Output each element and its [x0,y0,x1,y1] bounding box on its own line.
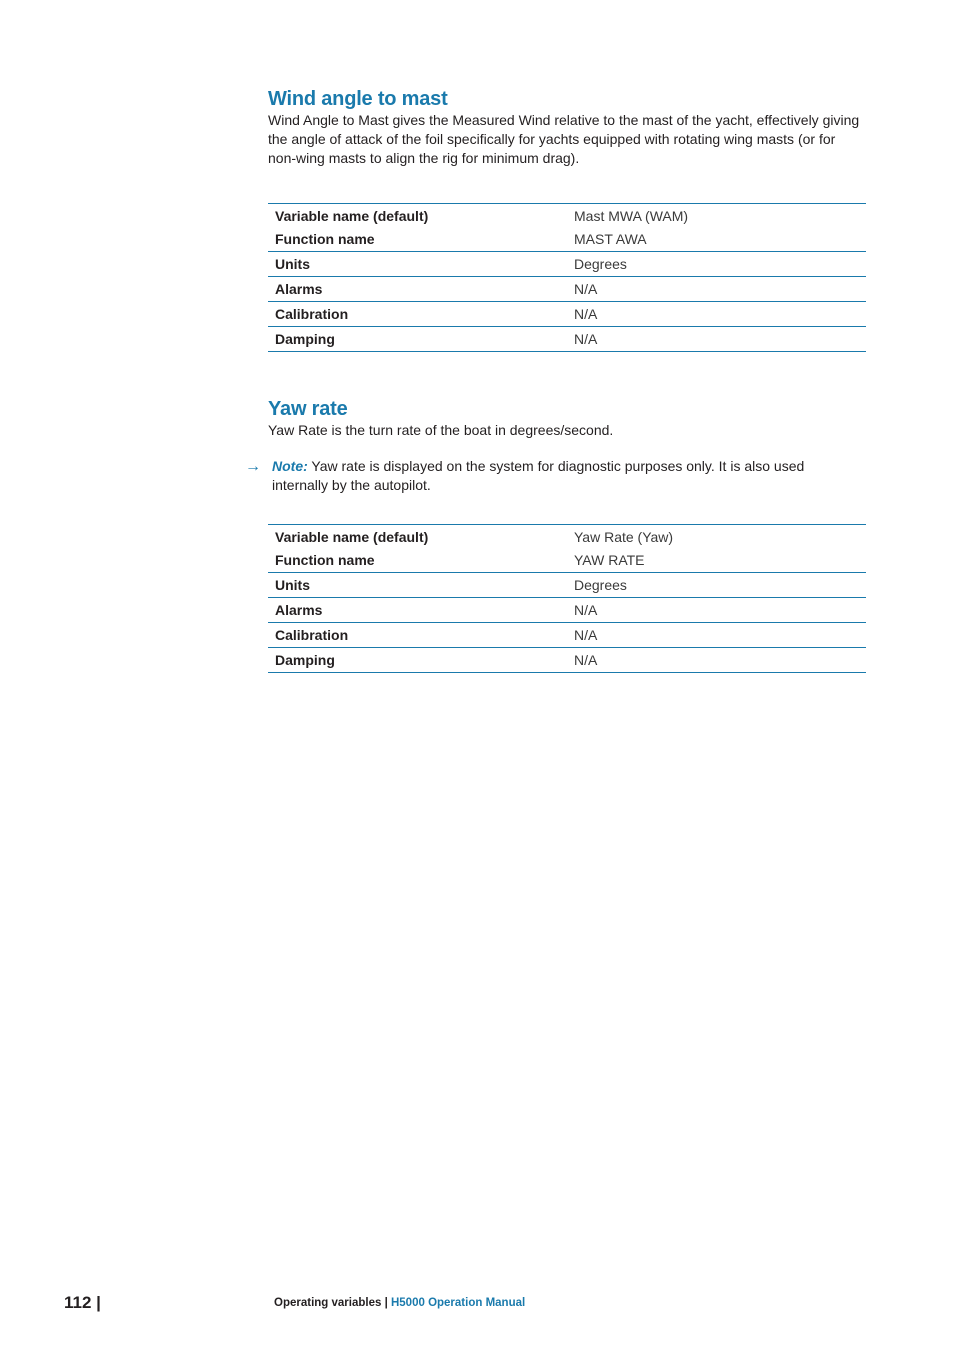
table-row [268,598,866,623]
table-value: YAW RATE [567,548,866,573]
wind-angle-section [268,87,866,168]
table-row [268,302,866,327]
table-label: Calibration [268,623,567,648]
table-row [268,204,866,228]
table-value: N/A [567,623,866,648]
table-row [268,623,866,648]
table-value: Degrees [567,252,866,277]
table-value: MAST AWA [567,227,866,252]
table-label: Damping [268,648,567,673]
table-label: Units [268,252,567,277]
table-row [268,648,866,673]
table-value: N/A [567,327,866,352]
table-value: N/A [567,648,866,673]
yaw-rate-table [268,524,866,673]
note-block [245,457,845,495]
footer-text [274,1297,525,1309]
table-row [268,525,866,549]
yaw-rate-description: Yaw Rate is the turn rate of the boat in degrees/second. [268,422,614,438]
table-label: Function name [268,548,567,573]
table-row [268,252,866,277]
yaw-rate-heading: Yaw rate [268,398,348,420]
table-label: Variable name (default) [268,525,567,549]
table-value: Degrees [567,573,866,598]
wind-angle-table [268,203,866,352]
note-text: Yaw rate is displayed on the system for diagnostic purposes only. It is also used internally by the autopilot. [272,458,805,493]
note-label: Note: [272,458,308,474]
table-row [268,573,866,598]
table-row [268,548,866,573]
footer-separator: | [381,1297,391,1309]
table-value: N/A [567,302,866,327]
wind-angle-description: Wind Angle to Mast gives the Measured Wind relative to the mast of the yacht, effectively giving the angle of attack of the foil specifically for yachts equipped with rotating wing masts (or for non-wing masts to align the rig for minimum drag). [268,112,860,166]
table-label: Function name [268,227,567,252]
table-label: Units [268,573,567,598]
table-value: N/A [567,277,866,302]
table-row [268,227,866,252]
table-label: Alarms [268,277,567,302]
table-value: Yaw Rate (Yaw) [567,525,866,549]
table-label: Damping [268,327,567,352]
page-number: 112 | [64,1293,101,1312]
note-body [272,457,845,495]
table-row [268,327,866,352]
footer-section-name: Operating variables [274,1297,382,1309]
table-label: Variable name (default) [268,204,567,228]
table-value: Mast MWA (WAM) [567,204,866,228]
table-value: N/A [567,598,866,623]
arrow-right-icon: → [245,458,261,475]
table-label: Calibration [268,302,567,327]
table-row [268,277,866,302]
yaw-rate-section [268,397,866,440]
table-label: Alarms [268,598,567,623]
footer-manual-name: H5000 Operation Manual [390,1297,526,1309]
wind-angle-heading: Wind angle to mast [268,88,448,110]
